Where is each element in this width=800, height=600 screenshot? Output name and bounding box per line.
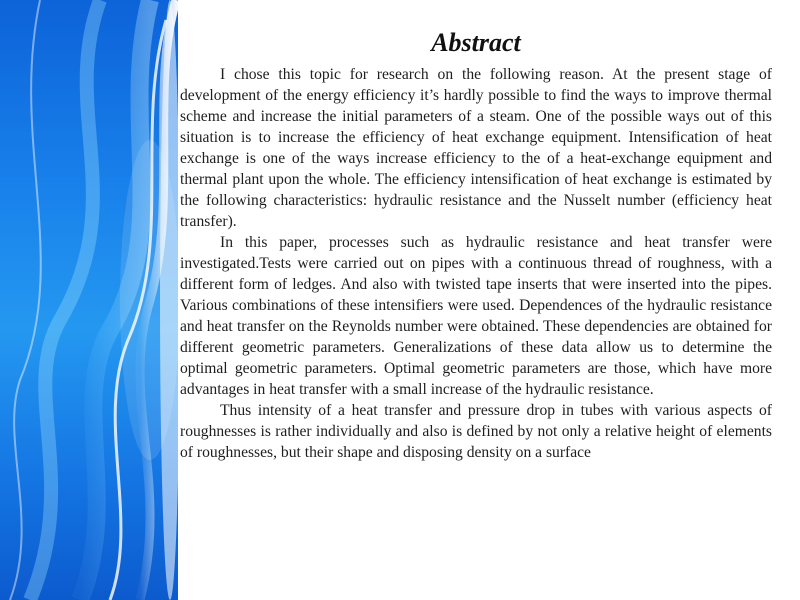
abstract-document [180, 28, 772, 463]
page-title: Abstract [431, 28, 521, 57]
decorative-blue-swirl-panel [0, 0, 178, 600]
abstract-paragraph-1: I chose this topic for research on the following reason. At the present stage of development of the energy efficiency it’s hardly possible to find the ways to improve thermal scheme and increase the initial parameters of a steam. One of the possible ways out of this situation is to increase the efficiency of heat exchange equipment. Intensification of heat exchange is one of the ways increase efficiency to the of a heat-exchange equipment and thermal plant upon the whole. The efficiency intensification of heat exchange is estimated by the following characteristics: hydraulic resistance and the Nusselt number (efficiency heat transfer). [180, 66, 772, 230]
swirl-graphic [0, 0, 178, 600]
abstract-paragraph-2: In this paper, processes such as hydraulic resistance and heat transfer were investigated.Tests were carried out on pipes with a continuous thread of roughness, with a different form of ledges. And also with twisted tape inserts that were inserted into the pipes. Various combinations of these intensifiers were used. Dependences of the hydraulic resistance and heat transfer on the Reynolds number were obtained. These dependencies are obtained for different geometric parameters. Generalizations of these data allow us to determine the optimal geometric parameters. Optimal geometric parameters are those, which have more advantages in heat transfer with a small increase of the hydraulic resistance. [180, 234, 772, 398]
abstract-paragraph-3: Thus intensity of a heat transfer and pressure drop in tubes with various aspects of roughnesses is rather individually and also is defined by not only a relative height of elements of roughnesses, but their shape and disposing density on a surface [180, 402, 772, 461]
